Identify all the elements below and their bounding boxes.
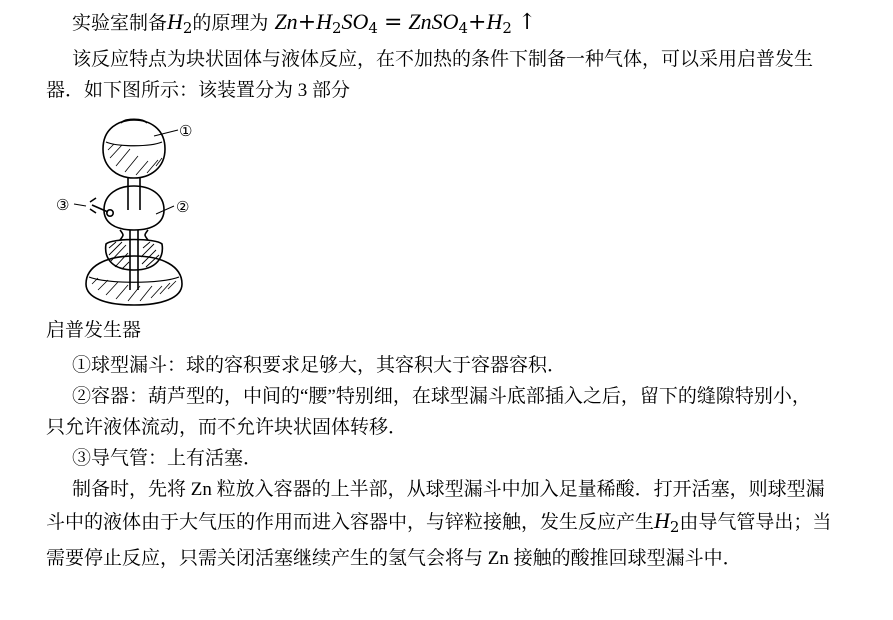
principle-prefix: 实验室制备 xyxy=(72,13,168,34)
figure-label-two: ② xyxy=(176,199,190,217)
figure-container xyxy=(0,114,893,314)
part-three-description: ③导气管：上有活塞． xyxy=(72,448,263,470)
reaction-feature-line-1: 该反应特点为块状固体与液体反应，在不加热的条件下制备一种气体，可以采用启普发生 xyxy=(72,49,814,71)
principle-middle: 的原理为 xyxy=(192,13,269,34)
reaction-feature-line-2: 器．如下图所示：该装置分为 3 部分 xyxy=(46,80,351,102)
part-two-description-line-2: 只允许液体流动，而不允许块状固体转移． xyxy=(46,417,408,439)
stopcock-valve xyxy=(90,198,113,216)
preparation-paragraph xyxy=(0,474,893,574)
principle-line xyxy=(0,0,893,44)
h2-formula-inline: $H_2$ xyxy=(654,508,680,537)
part-descriptions xyxy=(0,350,893,474)
part-two-description-line-1: ②容器：葫芦型的，中间的“腰”特别细，在球型漏斗底部插入之后，留下的缝隙特别小， xyxy=(72,386,811,408)
part-one-description: ①球型漏斗：球的容积要求足够大，其容积大于容器容积． xyxy=(72,355,567,377)
qipu-generator-diagram xyxy=(46,114,236,309)
funnel-liquid-hatching xyxy=(108,144,162,175)
h2-formula: $H_2$ xyxy=(167,9,193,38)
liquid-hatching xyxy=(92,278,176,301)
preparation-line-1: 制备时，先将 Zn 粒放入容器的上半部，从球型漏斗中加入足量稀酸．打开活塞，则球型漏 xyxy=(72,479,825,501)
principle-text xyxy=(46,6,881,44)
reaction-feature-paragraph xyxy=(0,44,893,106)
preparation-line-3: 需要停止反应，只需关闭活塞继续产生的氢气会将与 Zn 接触的酸推回球型漏斗中． xyxy=(46,548,742,570)
reaction-equation: $Zn+H_2SO_4$ = $ZnSO_4+H_2$ ↑ xyxy=(274,9,537,38)
figure-label-one: ① xyxy=(179,123,193,141)
figure-caption: 启普发生器 xyxy=(46,320,142,342)
preparation-line-2: 斗中的液体由于大气压的作用而进入容器中，与锌粒接触，发生反应产生$H_2$由导气管导出；当 xyxy=(46,508,832,537)
figure-label-three: ③ xyxy=(56,197,70,215)
